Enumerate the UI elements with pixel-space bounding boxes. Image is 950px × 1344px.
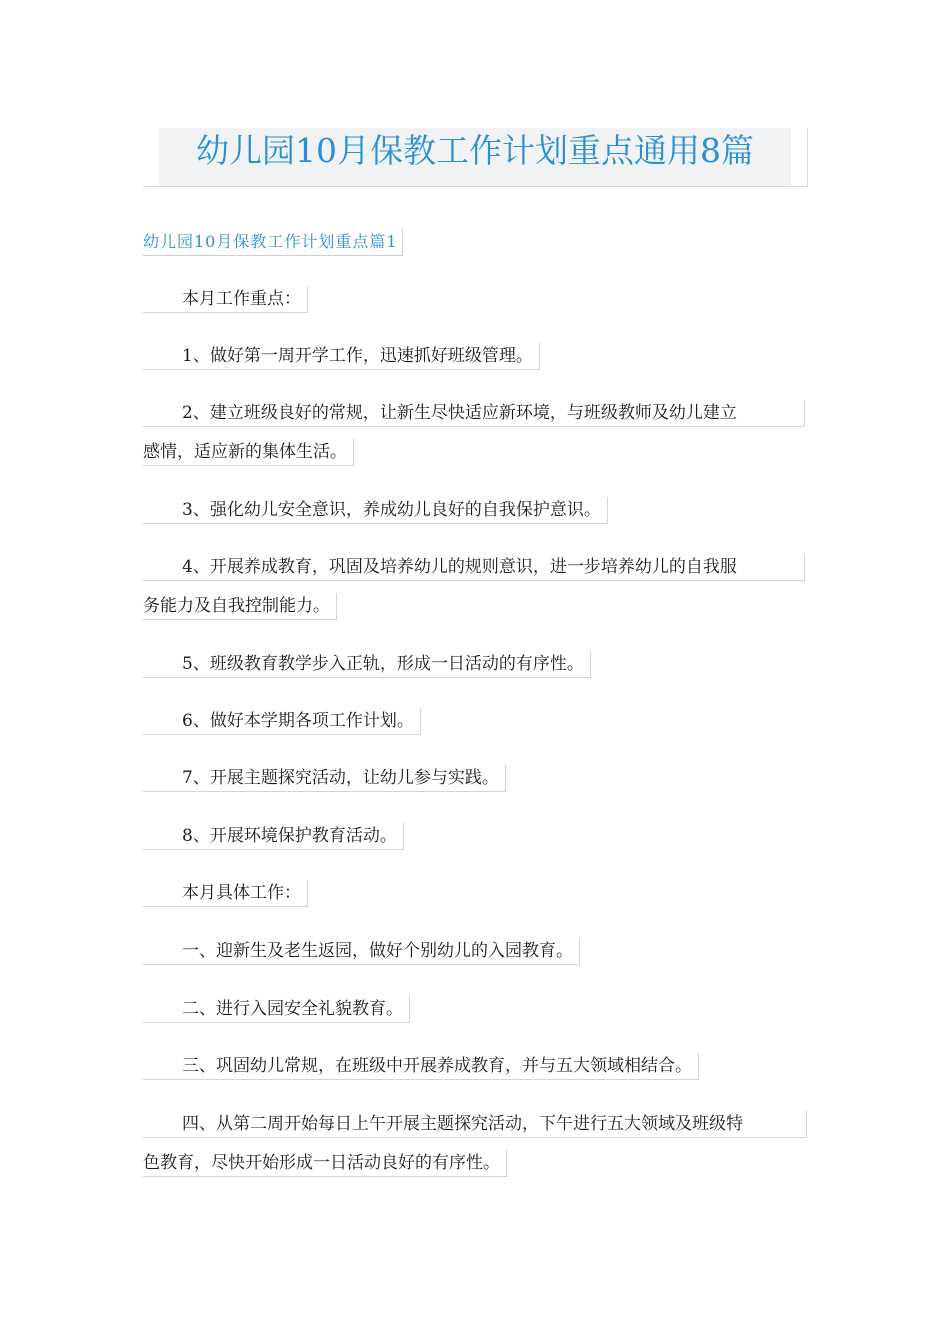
paragraph-line: 4、开展养成教育，巩固及培养幼儿的规则意识，进一步培养幼儿的自我服 (143, 554, 805, 581)
paragraph-task-3 (143, 1053, 699, 1080)
paragraph-line: 2、建立班级良好的常规，让新生尽快适应新环境，与班级教师及幼儿建立 (143, 400, 805, 427)
paragraph-line: 5、班级教育教学步入正轨，形成一日活动的有序性。 (143, 651, 591, 678)
paragraph-work-focus-heading (143, 286, 308, 313)
paragraph-line: 四、从第二周开始每日上午开展主题探究活动，下午进行五大领域及班级特 (143, 1111, 807, 1138)
paragraph-line: 二、进行入园安全礼貌教育。 (143, 996, 410, 1023)
paragraph-item-7 (143, 765, 506, 792)
paragraph-line-continued: 色教育，尽快开始形成一日活动良好的有序性。 (143, 1150, 507, 1177)
paragraph-line: 一、迎新生及老生返园，做好个别幼儿的入园教育。 (143, 938, 580, 965)
paragraph-item-6 (143, 708, 421, 735)
paragraph-item-1 (143, 343, 540, 370)
paragraph-line-continued: 务能力及自我控制能力。 (143, 593, 337, 620)
paragraph-line: 6、做好本学期各项工作计划。 (143, 708, 421, 735)
paragraph-line-continued: 感情，适应新的集体生活。 (143, 439, 354, 466)
paragraph-line: 本月工作重点： (143, 286, 308, 313)
paragraph-line: 7、开展主题探究活动，让幼儿参与实践。 (143, 765, 506, 792)
paragraph-item-5 (143, 651, 591, 678)
title-box (143, 128, 808, 187)
paragraph-item-2 (143, 400, 805, 466)
paragraph-line: 三、巩固幼儿常规，在班级中开展养成教育，并与五大领域相结合。 (143, 1053, 699, 1080)
section-heading: 幼儿园10月保教工作计划重点篇1 (143, 229, 403, 256)
paragraph-specific-work-heading (143, 880, 308, 907)
paragraph-line: 8、开展环境保护教育活动。 (143, 823, 404, 850)
paragraph-task-2 (143, 996, 410, 1023)
paragraph-item-8 (143, 823, 404, 850)
document-title: 幼儿园10月保教工作计划重点通用8篇 (196, 131, 754, 170)
paragraph-line: 3、强化幼儿安全意识，养成幼儿良好的自我保护意识。 (143, 497, 608, 524)
paragraph-task-4 (143, 1111, 807, 1177)
paragraph-item-3 (143, 497, 608, 524)
paragraph-line: 1、做好第一周开学工作，迅速抓好班级管理。 (143, 343, 540, 370)
paragraph-task-1 (143, 938, 580, 965)
paragraph-line: 本月具体工作： (143, 880, 308, 907)
paragraph-item-4 (143, 554, 805, 620)
